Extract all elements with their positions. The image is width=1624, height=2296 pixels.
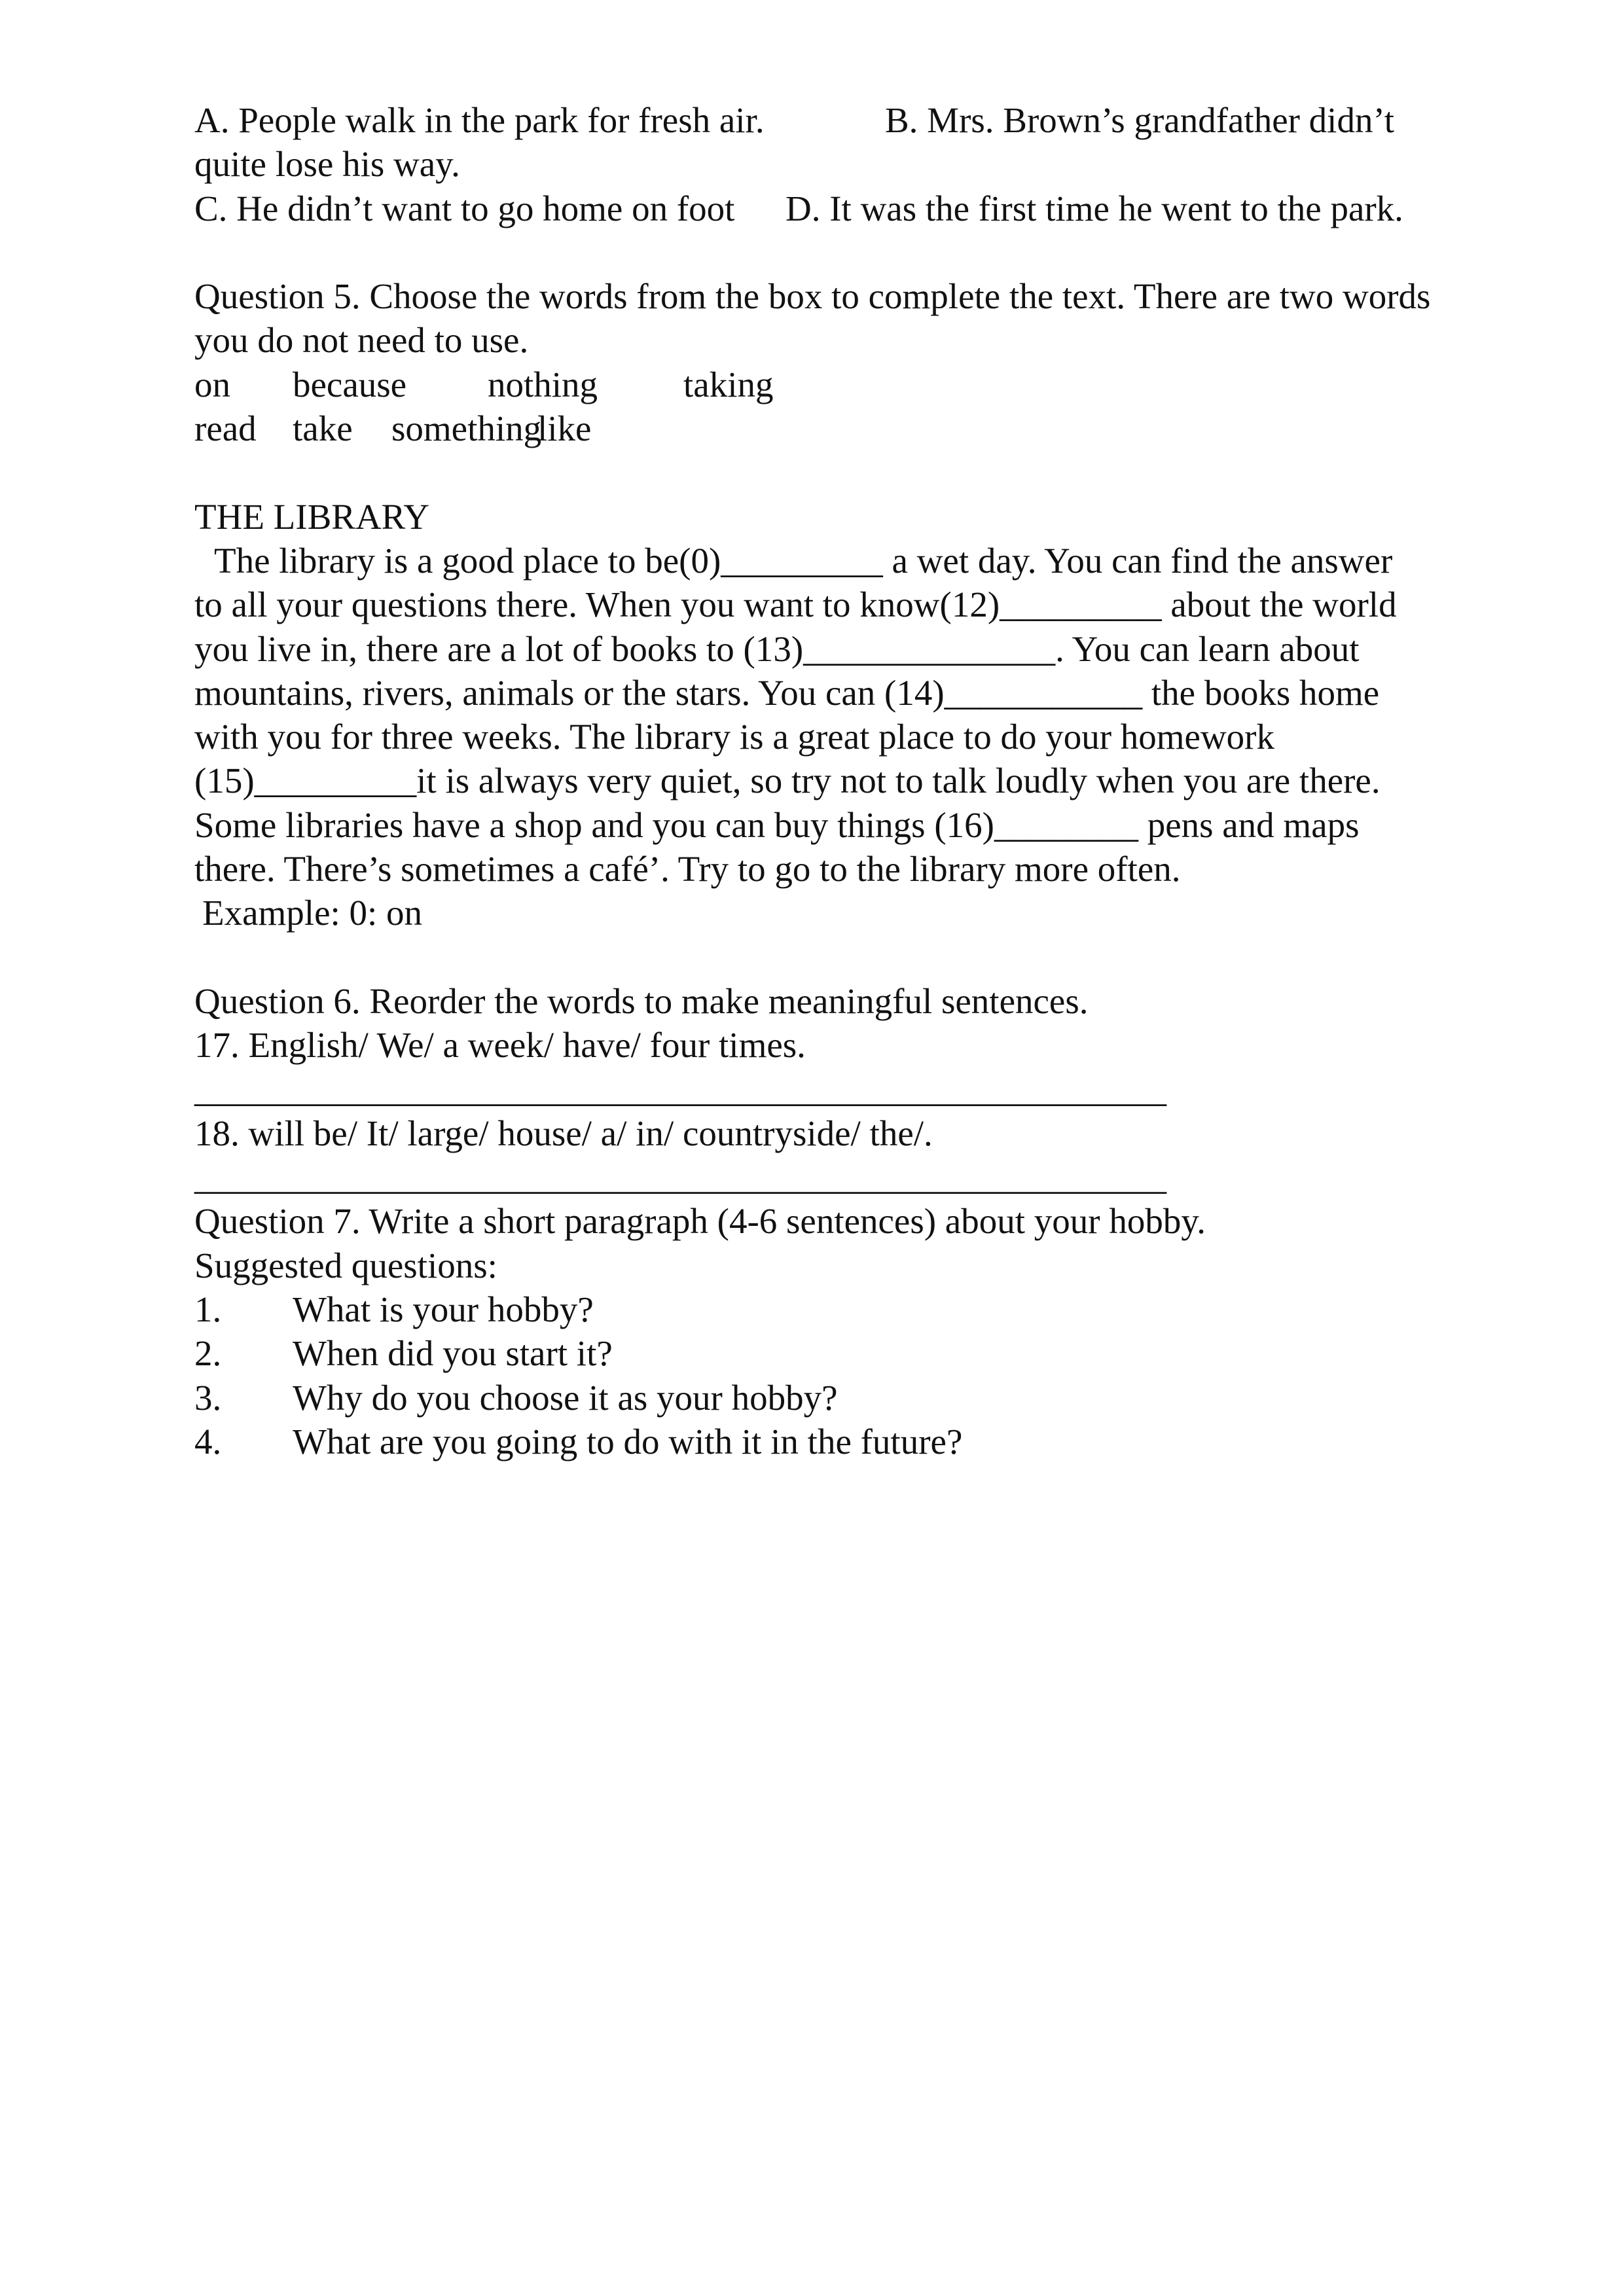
passage-line: there. There’s sometimes a café’. Try to go to the library more often. xyxy=(194,849,1181,889)
answer-line: ______________________________________________________ xyxy=(194,1157,1166,1198)
passage-line: (15)_________it is always very quiet, so try not to talk loudly when you are there. xyxy=(194,761,1380,801)
list-number: 4. xyxy=(194,1421,222,1462)
list-text: When did you start it? xyxy=(293,1333,613,1374)
word-box-item: like xyxy=(537,408,592,449)
q4-options-row-ab xyxy=(194,98,1530,142)
passage-title: THE LIBRARY xyxy=(194,496,430,537)
list-text: What are you going to do with it in the future? xyxy=(293,1421,963,1462)
word-box-row-2 xyxy=(194,406,1530,450)
q4-options-row-cd xyxy=(194,187,1530,230)
passage-line: The library is a good place to be(0)_________ a wet day. You can find the answer xyxy=(214,540,1393,581)
q5-instruction: Question 5. Choose the words from the box to complete the text. There are two words xyxy=(194,276,1431,317)
passage-line: to all your questions there. When you want to know(12)_________ about the world xyxy=(194,584,1397,625)
passage-line: mountains, rivers, animals or the stars. You can (14)___________ the books home xyxy=(194,672,1380,713)
word-box-item: read xyxy=(194,408,257,449)
suggested-question xyxy=(194,1376,1530,1420)
passage-example: Example: 0: on xyxy=(202,893,423,933)
word-box-item: on xyxy=(194,364,230,404)
worksheet-page xyxy=(194,98,1530,1463)
word-box-item: nothing xyxy=(488,364,598,404)
q6-instruction: Question 6. Reorder the words to make meaningful sentences. xyxy=(194,980,1089,1021)
word-box-item: take xyxy=(293,408,353,449)
q7-instruction: Question 7. Write a short paragraph (4-6 sentences) about your hobby. xyxy=(194,1201,1206,1242)
list-number: 3. xyxy=(194,1377,222,1418)
q4-option-b: B. Mrs. Brown’s grandfather didn’t xyxy=(885,100,1395,140)
word-box-item: because xyxy=(293,364,407,404)
word-box-row-1 xyxy=(194,363,1530,406)
q4-option-d: D. It was the first time he went to the park. xyxy=(785,188,1403,228)
list-number: 2. xyxy=(194,1333,222,1374)
q7-suggested-label: Suggested questions: xyxy=(194,1245,497,1285)
suggested-question xyxy=(194,1420,1530,1463)
passage-line: with you for three weeks. The library is a great place to do your homework xyxy=(194,717,1274,757)
word-box-item: something xyxy=(391,408,542,449)
q5-instruction-continued: you do not need to use. xyxy=(194,320,529,361)
list-text: Why do you choose it as your hobby? xyxy=(293,1377,838,1418)
list-number: 1. xyxy=(194,1289,222,1330)
answer-line: ______________________________________________________ xyxy=(194,1069,1166,1109)
q4-option-c: C. He didn’t want to go home on foot xyxy=(194,188,735,228)
passage-line: Some libraries have a shop and you can buy things (16)________ pens and maps xyxy=(194,804,1360,845)
suggested-question xyxy=(194,1331,1530,1375)
q4-option-a: A. People walk in the park for fresh air. xyxy=(194,100,765,140)
q6-item-18: 18. will be/ It/ large/ house/ a/ in/ countryside/ the/. xyxy=(194,1113,933,1153)
word-box-item: taking xyxy=(683,364,774,404)
q4-option-b-continued: quite lose his way. xyxy=(194,144,460,185)
suggested-question xyxy=(194,1287,1530,1331)
passage-line: you live in, there are a lot of books to (13)______________. You can learn about xyxy=(194,628,1360,669)
q6-item-17: 17. English/ We/ a week/ have/ four times. xyxy=(194,1025,806,1066)
list-text: What is your hobby? xyxy=(293,1289,594,1330)
